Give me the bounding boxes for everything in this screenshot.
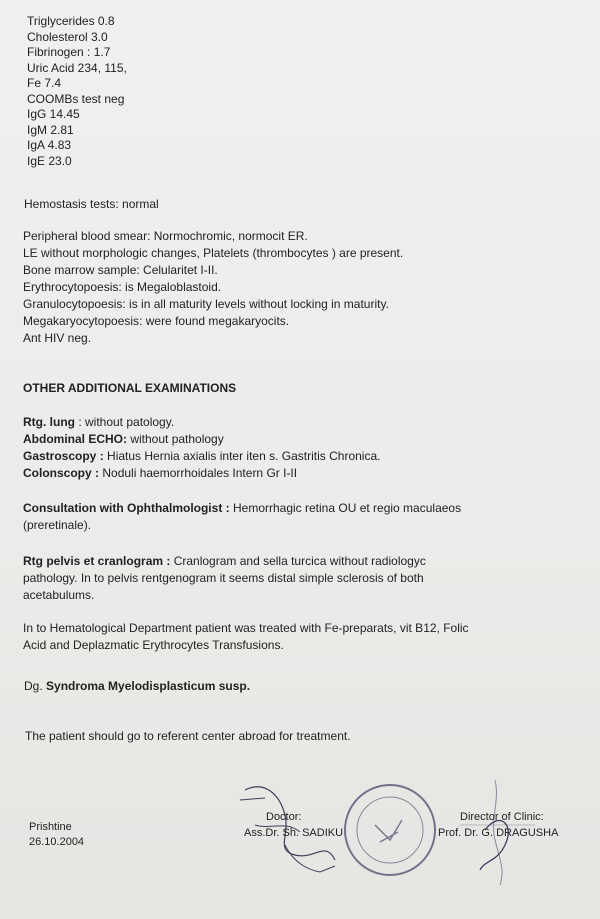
lab-iga: IgA 4.83 <box>27 138 72 152</box>
treatment-text: In to Hematological Department patient was treated with Fe-preparats, vit B12, Folic <box>23 621 469 635</box>
smear-line: Granulocytopoesis: is in all maturity levels without locking in maturity. <box>23 297 389 311</box>
consultation-label: Consultation with Ophthalmologist : <box>23 501 230 515</box>
exams-section <box>23 414 380 482</box>
doctor-name: Ass.Dr. Sh. SADIKU <box>244 827 344 839</box>
smear-line: Ant HIV neg. <box>23 331 92 345</box>
doctor-label: Doctor: <box>266 811 302 823</box>
exam-row <box>23 465 380 482</box>
smear-line: Peripheral blood smear: Normochromic, normocit ER. <box>23 229 308 243</box>
diagnosis-text: Syndroma Myelodisplasticum susp. <box>46 679 251 693</box>
rtg-pelvis-text: Cranlogram and sella turcica without radiologyc <box>170 554 426 568</box>
rtg-pelvis-label: Rtg pelvis et cranlogram : <box>23 554 171 568</box>
exam-row <box>23 431 380 448</box>
director-label: Director of Clinic: <box>460 811 544 823</box>
lab-triglycerides: Triglycerides 0.8 <box>27 14 115 28</box>
treatment-text: Acid and Deplazmatic Erythrocytes Transfusions. <box>23 638 284 652</box>
consultation-text: Hemorrhagic retina OU et regio maculaeos <box>229 501 462 515</box>
smear-line: Erythrocytopoesis: is Megaloblastoid. <box>23 280 222 294</box>
lab-values <box>27 14 127 169</box>
lab-igg: IgG 14.45 <box>27 107 80 121</box>
footer-date: 26.10.2004 <box>29 836 85 848</box>
exam-row <box>23 448 380 465</box>
exam-text: Hiatus Hernia axialis inter iten s. Gastritis Chronica. <box>103 449 381 463</box>
exam-text: Noduli haemorrhoidales Intern Gr I-II <box>99 466 298 480</box>
exam-label: Colonscopy : <box>23 466 100 480</box>
smear-line: Megakaryocytopoesis: were found megakaryocits. <box>23 314 290 328</box>
consultation-section <box>23 500 461 534</box>
lab-cholesterol: Cholesterol 3.0 <box>27 29 108 44</box>
lab-fibrinogen: Fibrinogen : 1.7 <box>27 45 111 59</box>
clinic-seal-icon <box>340 780 440 880</box>
exam-label: Rtg. lung <box>23 415 75 429</box>
lab-fe: Fe 7.4 <box>27 76 62 90</box>
lab-uric-acid: Uric Acid 234, 115, <box>27 60 127 75</box>
smear-line: LE without morphologic changes, Platelets (thrombocytes ) are present. <box>23 246 404 260</box>
recommendation: The patient should go to referent center abroad for treatment. <box>25 729 351 743</box>
doctor-signature-icon <box>225 770 355 880</box>
exam-label: Gastroscopy : <box>23 449 104 463</box>
exam-text: without pathology <box>127 432 224 446</box>
exam-row <box>23 414 380 431</box>
lab-ige: IgE 23.0 <box>27 153 72 168</box>
hemostasis-text: Hemostasis tests: normal <box>24 197 159 211</box>
smear-section <box>23 228 403 347</box>
exam-text: : without patology. <box>74 415 175 429</box>
diagnosis <box>24 678 250 694</box>
treatment-section <box>23 620 469 654</box>
lab-igm: IgM 2.81 <box>27 122 74 137</box>
rtg-pelvis-text-cont: pathology. In to pelvis rentgenogram it seems distal simple sclerosis of both <box>23 571 424 585</box>
footer-place: Prishtine <box>29 821 72 833</box>
section-heading: OTHER ADDITIONAL EXAMINATIONS <box>23 381 237 395</box>
exam-label: Abdominal ECHO: <box>23 432 127 446</box>
director-name: Prof. Dr. G. DRAGUSHA <box>438 827 559 839</box>
diagnosis-prefix: Dg. <box>24 679 47 693</box>
lab-coombs: COOMBs test neg <box>27 91 125 106</box>
rtg-pelvis-section <box>23 553 426 604</box>
consultation-text-cont: (preretinale). <box>23 518 92 532</box>
smear-line: Bone marrow sample: Celularitet I-II. <box>23 263 218 277</box>
rtg-pelvis-text-cont: acetabulums. <box>23 588 95 602</box>
